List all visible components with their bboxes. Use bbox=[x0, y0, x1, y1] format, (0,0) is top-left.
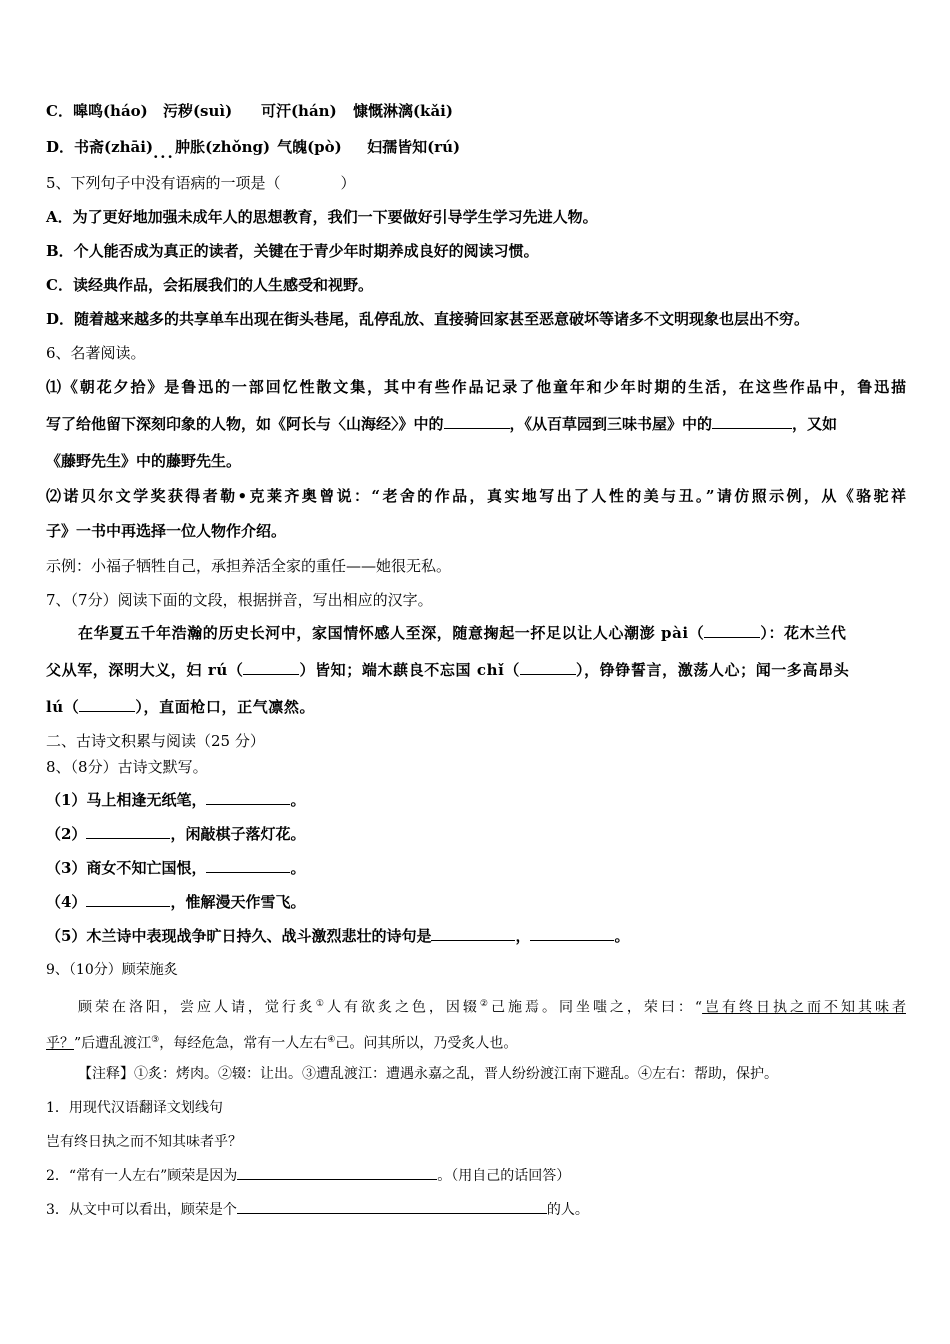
note-marker: ② bbox=[479, 999, 491, 1009]
text: ，《从百草园到三味书屋》中的 bbox=[509, 415, 713, 433]
q5-option-a: A．为了更好地加强未成年人的思想教育，我们一下要做好引导学生学习先进人物。 bbox=[46, 208, 598, 226]
q9-stem: 9、（10分）顾荣施炙 bbox=[46, 962, 178, 978]
option-item: 慷慨淋漓(kǎi) bbox=[352, 102, 453, 120]
text: 在华夏五千年浩瀚的历史长河中，家国情怀感人至深，随意掬起一抔足以让人心潮澎 pài（ bbox=[78, 624, 705, 642]
q7-passage-line1 bbox=[78, 623, 906, 643]
answer-blank[interactable] bbox=[530, 926, 614, 941]
q8-item-2 bbox=[46, 824, 906, 844]
answer-blank[interactable] bbox=[237, 1165, 437, 1180]
text: 己。问其所以，乃受炙人也。 bbox=[335, 1035, 518, 1052]
text: lú（ bbox=[46, 698, 80, 716]
q9-sub2 bbox=[46, 1165, 906, 1186]
q8-item-4 bbox=[46, 892, 906, 912]
text: 己施焉。同坐嗤之，荣曰：“ bbox=[490, 999, 703, 1016]
q9-notes: 【注释】①炙：烤肉。②辍：让出。③遭乱渡江：遭遇永嘉之乱，晋人纷纷渡江南下避乱。④左右：帮助，保护。 bbox=[78, 1066, 778, 1082]
underlined-sentence: 乎？ bbox=[46, 1035, 74, 1052]
q4-option-d bbox=[46, 137, 906, 162]
text: 2．“常有一人左右”顾荣是因为 bbox=[46, 1168, 238, 1184]
text: ，每经危急，常有一人左右 bbox=[159, 1035, 328, 1052]
q6-part2-line1: ⑵诺贝尔文学奖获得者勒•克莱齐奥曾说：“老舍的作品，真实地写出了人性的美与丑。”请仿照示例，从《骆驼祥 bbox=[46, 487, 906, 505]
text: 。（用自己的话回答） bbox=[437, 1168, 571, 1184]
option-item: 气魄(pò) bbox=[277, 138, 342, 156]
answer-blank[interactable] bbox=[79, 697, 135, 712]
q9-passage-line2 bbox=[46, 1030, 906, 1054]
text: （3）商女不知亡国恨， bbox=[46, 859, 207, 877]
answer-blank[interactable] bbox=[86, 892, 170, 907]
emphasis-dots: ... bbox=[153, 144, 175, 162]
q7-stem: 7、（7分）阅读下面的文段，根据拼音，写出相应的汉字。 bbox=[46, 591, 433, 609]
q5-option-c: C．读经典作品，会拓展我们的人生感受和视野。 bbox=[46, 276, 373, 294]
note-marker: ④ bbox=[327, 1035, 336, 1045]
q8-stem: 8、（8分）古诗文默写。 bbox=[46, 758, 208, 776]
text: 父从军，深明大义，妇 rú（ bbox=[46, 661, 244, 679]
text: 3．从文中可以看出，顾荣是个 bbox=[46, 1202, 237, 1218]
answer-blank[interactable] bbox=[86, 824, 170, 839]
option-item: 嗥鸣(háo) bbox=[72, 102, 148, 120]
answer-blank[interactable] bbox=[444, 414, 510, 429]
section-2-title: 二、古诗文积累与阅读（25 分） bbox=[46, 732, 265, 750]
answer-blank[interactable] bbox=[206, 790, 290, 805]
text: （2） bbox=[46, 825, 87, 843]
text: ，惟解漫天作雪飞。 bbox=[170, 893, 306, 911]
answer-blank[interactable] bbox=[237, 1199, 547, 1214]
text: ， bbox=[515, 927, 531, 945]
q6-part1-line1: ⑴《朝花夕拾》是鲁迅的一部回忆性散文集，其中有些作品记录了他童年和少年时期的生活，在这些作品中，鲁迅描 bbox=[46, 378, 906, 396]
answer-blank[interactable] bbox=[206, 858, 290, 873]
text: 人有欲炙之色，因辍 bbox=[326, 999, 480, 1016]
option-item: 书斋(zhāi) bbox=[74, 138, 154, 156]
q9-passage-line1 bbox=[78, 994, 906, 1018]
answer-blank[interactable] bbox=[431, 926, 515, 941]
text: 的人。 bbox=[546, 1202, 589, 1218]
q5-stem: 5、下列句子中没有语病的一项是（ ） bbox=[46, 174, 356, 192]
text: ）：花木兰代 bbox=[760, 624, 847, 642]
option-item: 污秽(suì) bbox=[162, 102, 233, 120]
q9-sub1-sentence: 岂有终日执之而不知其味者乎？ bbox=[46, 1134, 242, 1150]
text: ），直面枪口，正气凛然。 bbox=[135, 698, 316, 716]
text: ）皆知；端木蕻良不忘国 chǐ（ bbox=[299, 661, 520, 679]
text: ，又如 bbox=[792, 415, 838, 433]
q6-part2-line2: 子》一书中再选择一位人物作介绍。 bbox=[46, 522, 287, 540]
answer-blank[interactable] bbox=[712, 414, 792, 429]
text: （5）木兰诗中表现战争旷日持久、战斗激烈悲壮的诗句是 bbox=[46, 927, 432, 945]
option-label: C． bbox=[46, 102, 73, 120]
q6-example: 示例：小福子牺牲自己，承担养活全家的重任——她很无私。 bbox=[46, 557, 452, 575]
text: ”后遭乱渡江 bbox=[74, 1035, 152, 1052]
text: 。 bbox=[614, 927, 630, 945]
q9-sub3 bbox=[46, 1199, 906, 1220]
text: ），铮铮誓言，激荡人心；闻一多高昂头 bbox=[576, 661, 850, 679]
text: 顾荣在洛阳，尝应人请，觉行炙 bbox=[78, 999, 316, 1016]
text: （4） bbox=[46, 893, 87, 911]
q7-passage-line2 bbox=[46, 660, 906, 680]
q4-option-c bbox=[46, 101, 906, 121]
q8-item-5 bbox=[46, 926, 906, 946]
text: 。 bbox=[290, 791, 306, 809]
option-item: 妇孺皆知(rú) bbox=[367, 138, 461, 156]
q9-sub1: 1．用现代汉语翻译文划线句 bbox=[46, 1100, 223, 1116]
q6-part1-line3: 《藤野先生》中的藤野先生。 bbox=[46, 452, 242, 470]
answer-blank[interactable] bbox=[520, 660, 576, 675]
q5-option-b: B．个人能否成为真正的读者，关键在于青少年时期养成良好的阅读习惯。 bbox=[46, 242, 539, 260]
q8-item-3 bbox=[46, 858, 906, 878]
text: ，闲敲棋子落灯花。 bbox=[170, 825, 306, 843]
text: 写了给他留下深刻印象的人物，如《阿长与〈山海经〉》中的 bbox=[46, 415, 444, 433]
text: （1）马上相逢无纸笔， bbox=[46, 791, 207, 809]
underlined-sentence: 岂有终日执之而不知其味者 bbox=[702, 999, 906, 1016]
q8-item-1 bbox=[46, 790, 906, 810]
option-item: 可汗(hán) bbox=[260, 102, 337, 120]
q7-passage-line3 bbox=[46, 697, 906, 717]
note-marker: ③ bbox=[151, 1035, 160, 1045]
q6-part1-line2 bbox=[46, 414, 906, 434]
note-marker: ① bbox=[315, 999, 327, 1009]
q6-stem: 6、名著阅读。 bbox=[46, 344, 146, 362]
answer-blank[interactable] bbox=[243, 660, 299, 675]
q5-option-d: D．随着越来越多的共享单车出现在街头巷尾，乱停乱放、直接骑回家甚至恶意破坏等诸多不文明现象也层出不穷。 bbox=[46, 310, 810, 328]
option-label: D． bbox=[46, 138, 75, 156]
option-item: 肿胀(zhǒng) bbox=[175, 138, 271, 156]
answer-blank[interactable] bbox=[704, 623, 760, 638]
text: 。 bbox=[290, 859, 306, 877]
